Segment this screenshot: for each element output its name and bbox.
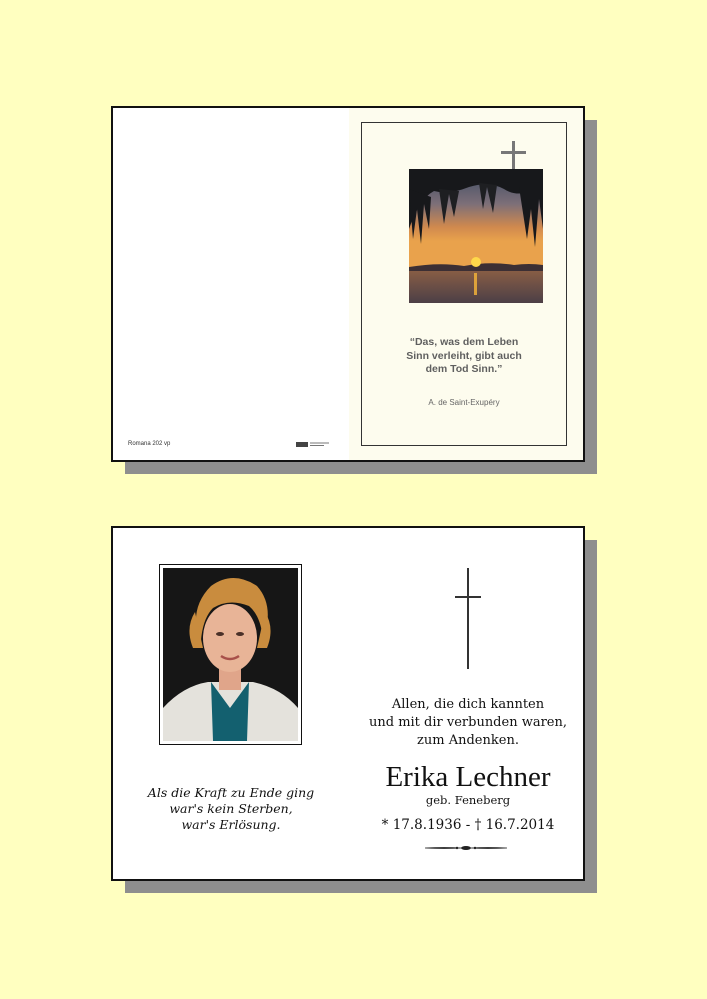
birth-name: geb. Feneberg (425, 793, 511, 807)
cross-icon-bar (501, 151, 526, 154)
quote-line: dem Tod Sinn.” (425, 363, 503, 375)
quote-line: “Das, was dem Leben (409, 336, 519, 348)
bottom-card (111, 526, 585, 881)
life-dates: * 17.8.1936 - † 16.7.2014 (381, 817, 555, 833)
quote-line: Sinn verleiht, gibt auch (406, 349, 522, 362)
verse-left (143, 785, 319, 833)
verse-line: war's kein Sterben, (169, 801, 293, 816)
cross-icon (467, 568, 469, 669)
portrait-photo (163, 568, 298, 741)
publisher-logo-icon (296, 441, 330, 448)
top-card (111, 106, 585, 462)
dedication-line: Allen, die dich kannten (391, 697, 545, 712)
footer-model-label: Romana 202 vp (128, 441, 171, 447)
quote-text (362, 336, 566, 377)
cross-icon-bar (455, 596, 481, 598)
portrait-frame (159, 564, 302, 745)
ornament-divider-icon (425, 844, 507, 852)
dedication-line: zum Andenken. (417, 733, 519, 748)
inner-frame (361, 122, 567, 446)
verse-line: war's Erlösung. (181, 817, 281, 832)
verse-line: Als die Kraft zu Ende ging (147, 785, 315, 800)
dedication-text (353, 696, 583, 750)
deceased-name: Erika Lechner (385, 761, 551, 793)
top-card-right-page (349, 108, 583, 460)
dedication-line: und mit dir verbunden waren, (369, 715, 567, 730)
sunset-lake-icon (409, 169, 543, 303)
top-card-left-page (113, 108, 349, 460)
quote-author: A. de Saint-Exupéry (428, 398, 500, 407)
